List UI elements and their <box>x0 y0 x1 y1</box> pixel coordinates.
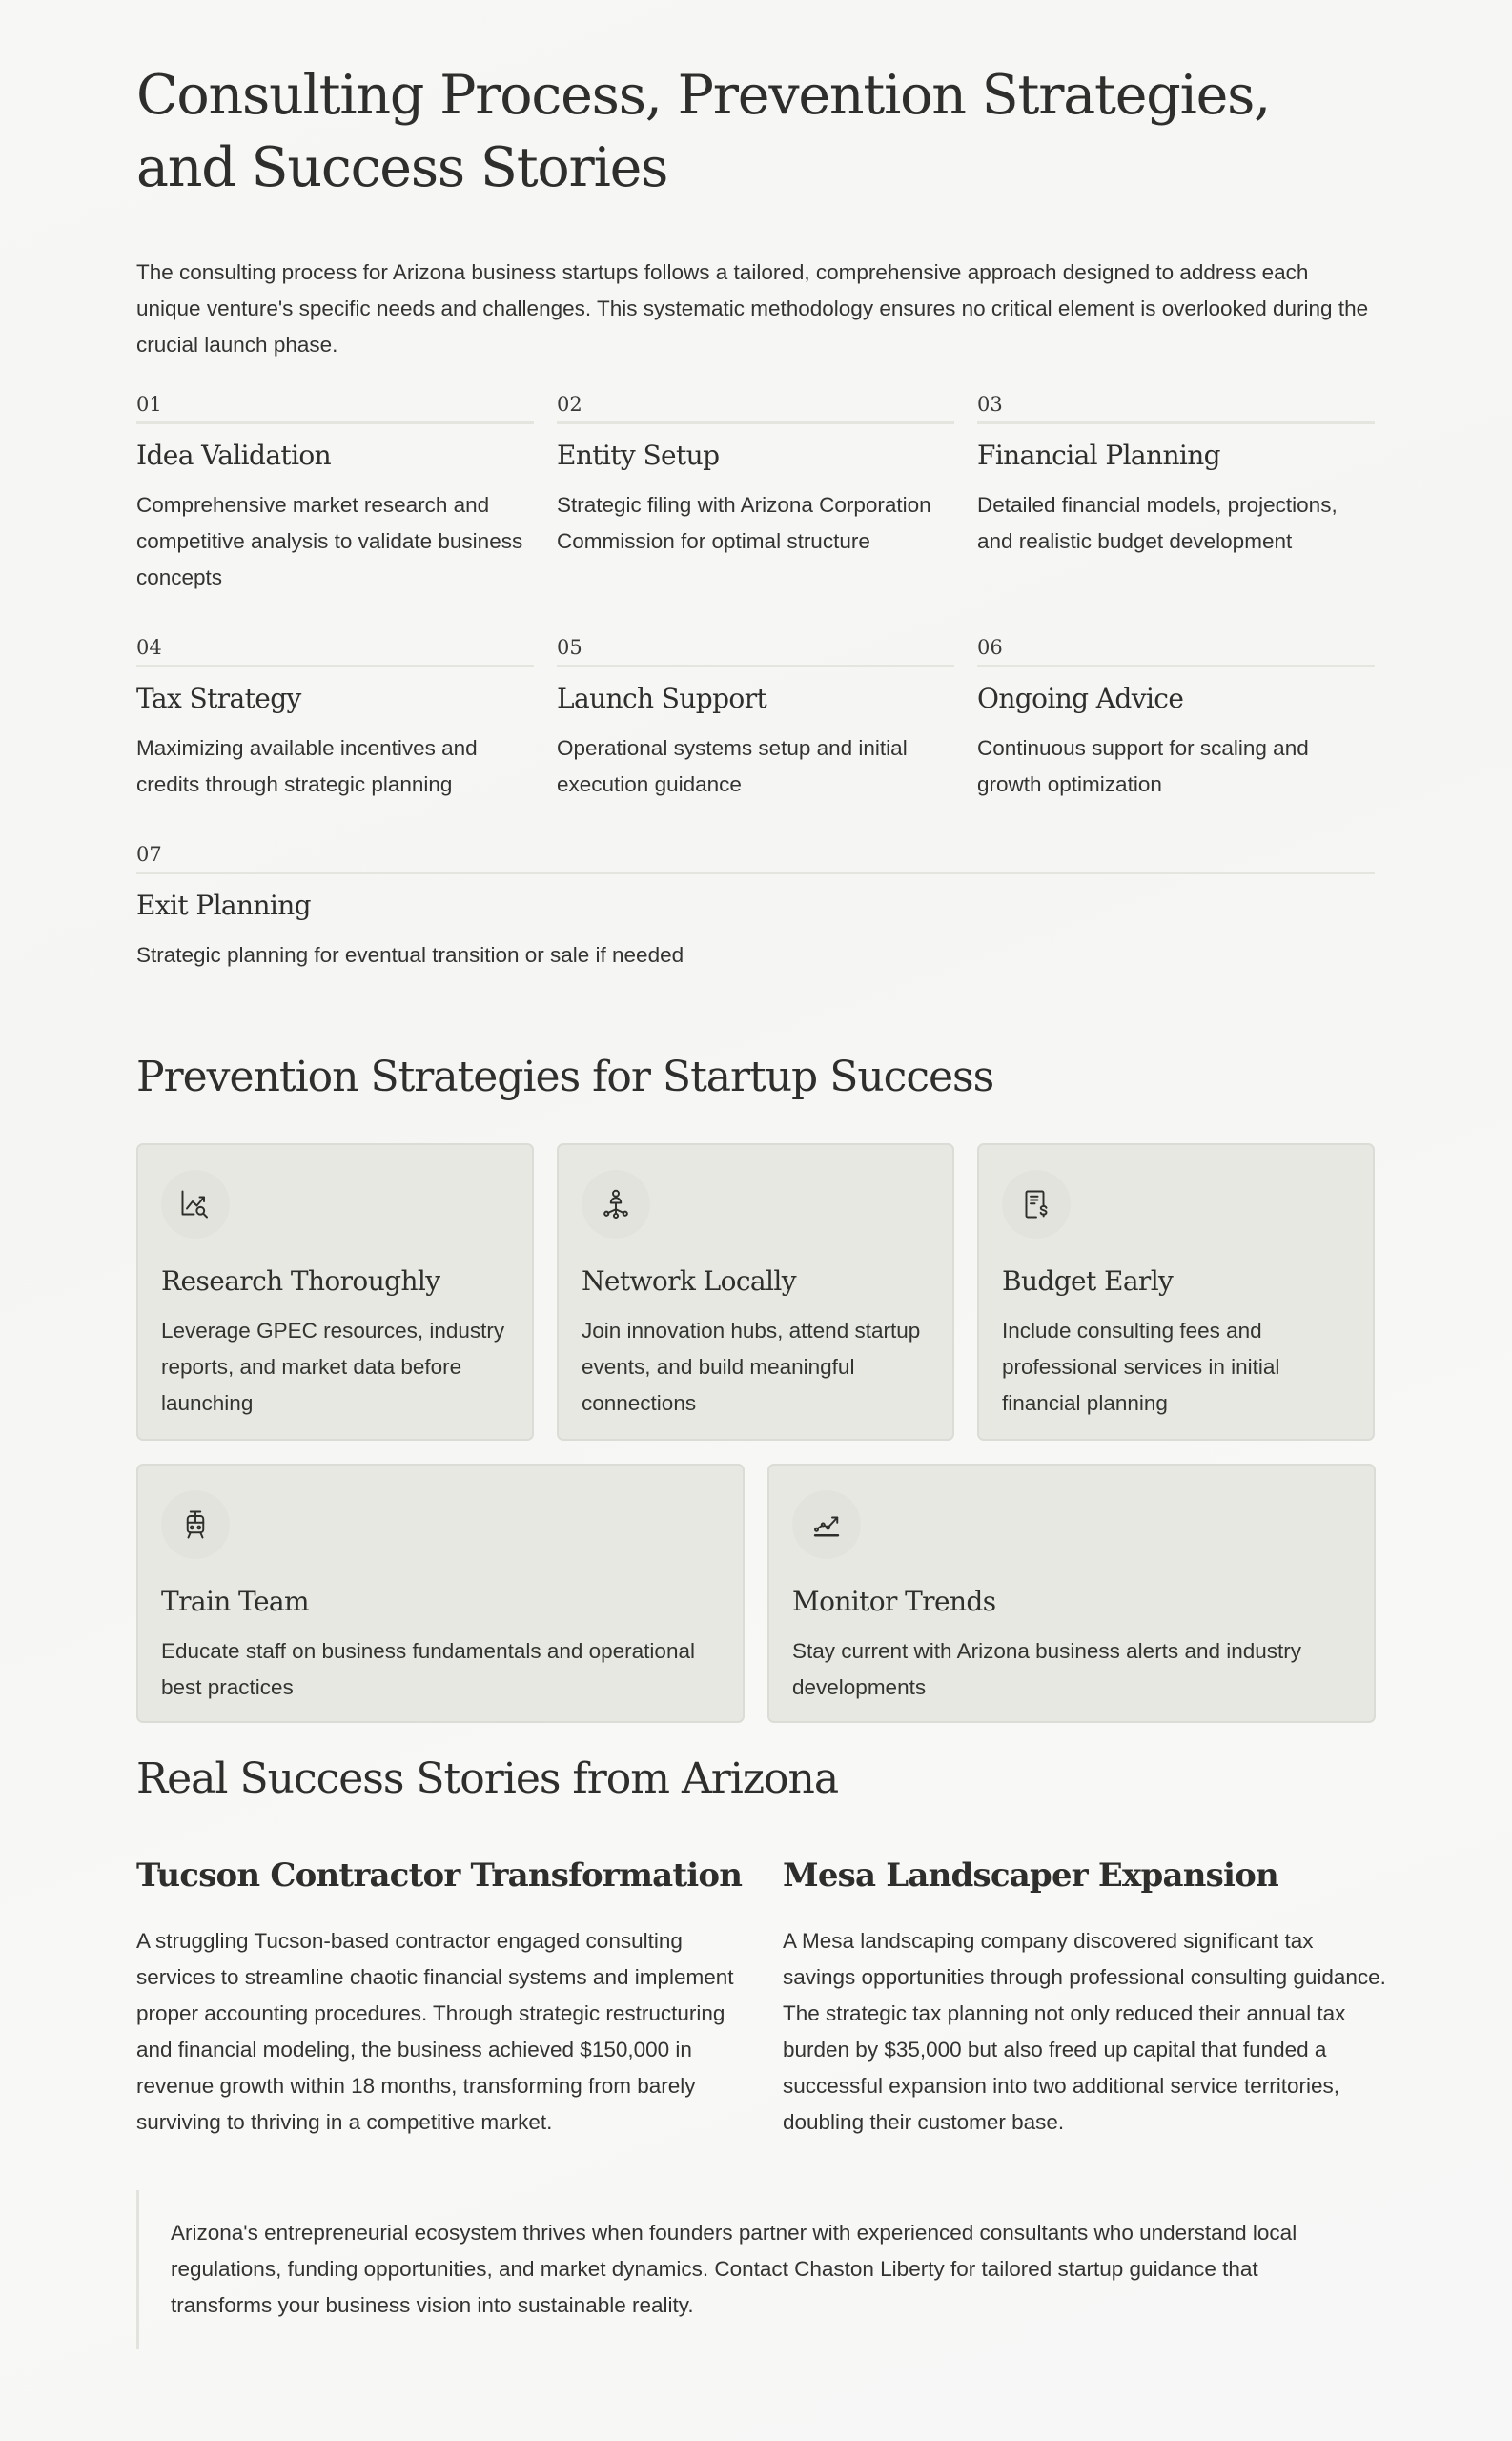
step-description: Maximizing available incentives and credits through strategic planning <box>136 736 478 796</box>
strategy-card <box>977 1143 1375 1441</box>
step-title: Exit Planning <box>136 890 312 921</box>
step-number: 01 <box>136 393 162 416</box>
invoice-dollar-icon <box>1002 1170 1071 1239</box>
network-person-icon <box>582 1170 650 1239</box>
step-divider <box>977 665 1375 667</box>
prevention-cards-row-1 <box>136 1143 1376 1441</box>
story-title: Mesa Landscaper Expansion <box>783 1856 1278 1895</box>
step-title: Launch Support <box>557 683 767 714</box>
step-number: 03 <box>977 393 1003 416</box>
success-story <box>136 1855 743 2141</box>
success-story <box>783 1855 1389 2141</box>
strategy-card-title: Train Team <box>161 1586 309 1617</box>
prevention-section-title: Prevention Strategies for Startup Success <box>136 1053 994 1101</box>
step-description: Strategic planning for eventual transition or sale if needed <box>136 943 684 967</box>
process-step <box>136 632 534 839</box>
step-divider <box>977 421 1375 424</box>
step-divider <box>557 421 954 424</box>
closing-quote: Arizona's entrepreneurial ecosystem thrives when founders partner with experienced consultants who understand local regulations, funding opportunities, and market dynamics. Contact Chaston Liberty for tailored startup guidance that transforms your business vision into sustainable reality. <box>136 2190 1376 2349</box>
tram-icon <box>161 1490 230 1559</box>
step-description: Continuous support for scaling and growth optimization <box>977 736 1309 796</box>
process-step <box>977 389 1375 632</box>
step-description: Operational systems setup and initial execution guidance <box>557 736 908 796</box>
step-title: Idea Validation <box>136 440 332 471</box>
process-step <box>136 389 534 632</box>
step-title: Ongoing Advice <box>977 683 1184 714</box>
success-stories <box>136 1855 1386 2141</box>
strategy-card-description: Leverage GPEC resources, industry reports, and market data before launching <box>161 1319 505 1415</box>
strategy-card <box>767 1464 1376 1723</box>
strategy-card-title: Network Locally <box>582 1265 796 1297</box>
story-body: A struggling Tucson-based contractor engaged consulting services to streamline chaotic financial systems and implement proper accounting procedures. Through strategic restructuring and financial modeling, the business achieved $150,000 in revenue growth within 18 months, transforming from barely surviving to thriving in a competitive market. <box>136 1929 734 2134</box>
process-steps <box>136 389 1376 1010</box>
strategy-card-description: Include consulting fees and professional services in initial financial planning <box>1002 1319 1280 1415</box>
strategy-card-title: Monitor Trends <box>792 1586 996 1617</box>
step-number: 05 <box>557 636 582 659</box>
prevention-cards-row-2 <box>136 1464 1376 1723</box>
step-title: Financial Planning <box>977 440 1220 471</box>
strategy-card-title: Research Thoroughly <box>161 1265 440 1297</box>
step-description: Strategic filing with Arizona Corporation Commission for optimal structure <box>557 493 931 553</box>
process-step <box>557 389 954 632</box>
page-content <box>136 0 1386 2349</box>
step-description: Comprehensive market research and competitive analysis to validate business concepts <box>136 493 523 589</box>
step-divider <box>136 665 534 667</box>
strategy-card <box>136 1464 745 1723</box>
step-title: Tax Strategy <box>136 683 301 714</box>
step-description: Detailed financial models, projections, and realistic budget development <box>977 493 1338 553</box>
process-step <box>136 839 1375 1010</box>
strategy-card <box>557 1143 954 1441</box>
step-divider <box>557 665 954 667</box>
step-number: 04 <box>136 636 162 659</box>
strategy-card-title: Budget Early <box>1002 1265 1174 1297</box>
story-title: Tucson Contractor Transformation <box>136 1856 743 1895</box>
step-number: 02 <box>557 393 582 416</box>
process-step <box>977 632 1375 839</box>
process-step <box>557 632 954 839</box>
step-number: 07 <box>136 843 162 866</box>
intro-paragraph: The consulting process for Arizona business startups follows a tailored, comprehensive approach designed to address each unique venture's specific needs and challenges. This systematic methodology ensures no critical element is overlooked during the crucial launch phase. <box>136 260 1369 357</box>
trend-up-icon <box>792 1490 861 1559</box>
step-number: 06 <box>977 636 1003 659</box>
step-divider <box>136 421 534 424</box>
strategy-card <box>136 1143 534 1441</box>
chart-search-icon <box>161 1170 230 1239</box>
stories-section-title: Real Success Stories from Arizona <box>136 1754 839 1803</box>
strategy-card-description: Join innovation hubs, attend startup events, and build meaningful connections <box>582 1319 921 1415</box>
strategy-card-description: Stay current with Arizona business alerts and industry developments <box>792 1639 1302 1699</box>
page-title: Consulting Process, Prevention Strategies, and Success Stories <box>136 64 1271 199</box>
step-divider <box>136 872 1375 874</box>
strategy-card-description: Educate staff on business fundamentals and operational best practices <box>161 1639 695 1699</box>
story-body: A Mesa landscaping company discovered significant tax savings opportunities through professional consulting guidance. The strategic tax planning not only reduced their annual tax burden by $35,000 but also freed up capital that funded a successful expansion into two additional service territories, doubling their customer base. <box>783 1929 1386 2134</box>
step-title: Entity Setup <box>557 440 720 471</box>
